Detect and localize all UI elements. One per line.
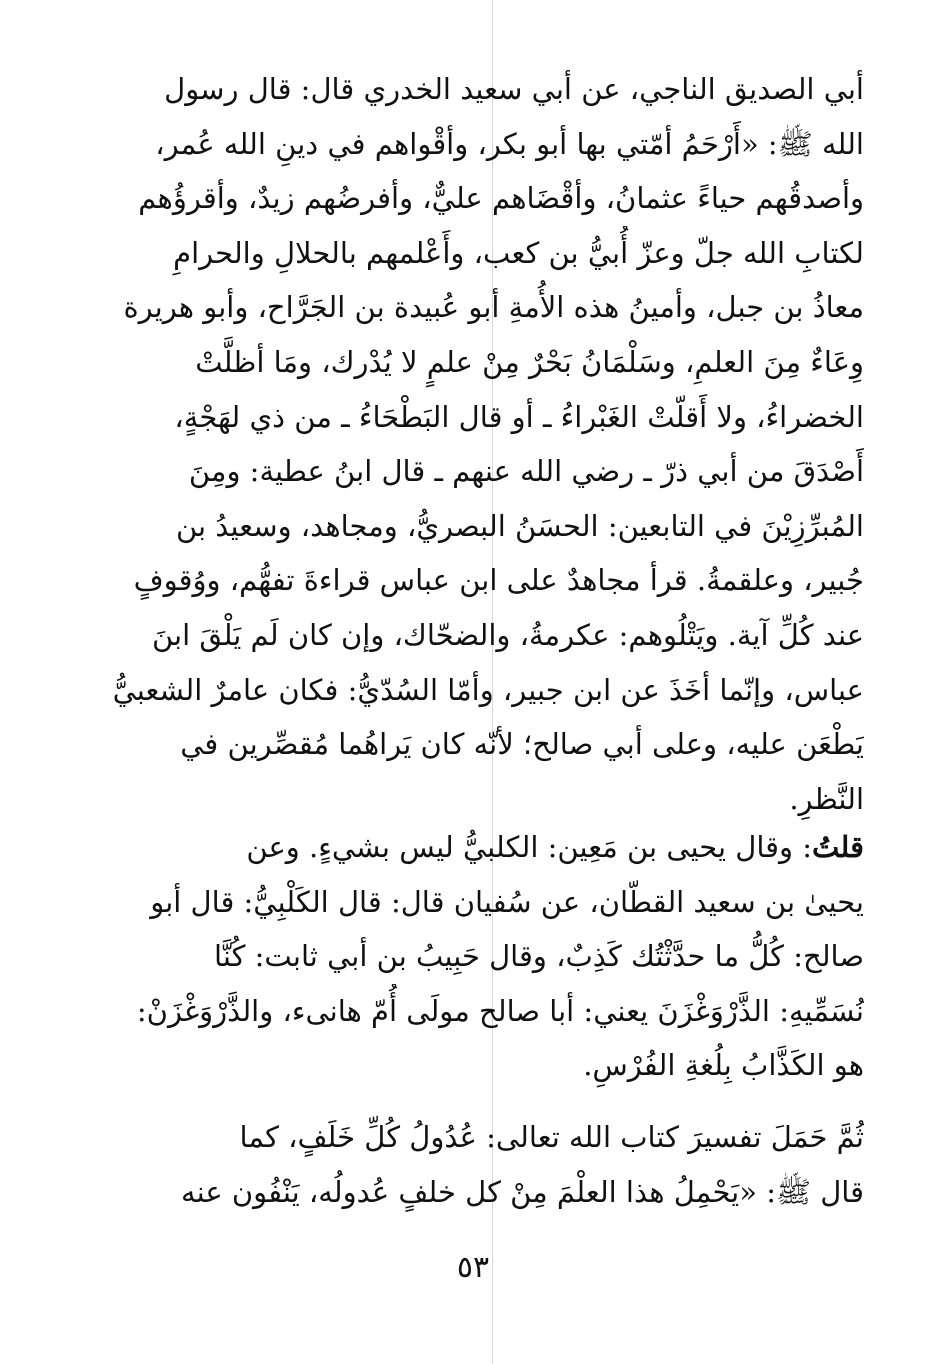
text-line: يَطْعَن عليه، وعلى أبي صالح؛ لأنّه كان يَراهُما مُقصِّرين في: [180, 727, 864, 762]
text-line: عباس، وإنّما أخَذَ عن ابن جبير، وأمّا السُدّيُّ: فكان عامرٌ الشعبيُّ: [112, 672, 864, 707]
text-line: معاذُ بن جبل، وأمينُ هذه الأُمةِ أبو عُبيدة بن الجَرَّاح، وأبو هريرة: [123, 290, 864, 325]
text-line: لكتابِ الله جلّ وعزّ أُبيُّ بن كعب، وأَعْلمهم بالحلالِ والحرامِ: [173, 235, 864, 270]
paragraph-2: [82, 820, 864, 1093]
paragraph-3: [82, 1110, 864, 1219]
lead-word: قلتُ: [812, 830, 864, 864]
text-line: صالح: كُلُّ ما حدَّثْتُك كَذِبٌ، وقال حَبِيبُ بن أبي ثابت: كُنَّا: [214, 939, 864, 974]
text-line: ثُمَّ حَمَلَ تفسيرَ كتاب الله تعالى: عُدُولُ كُلِّ خَلَفٍ، كما: [239, 1120, 864, 1154]
text-line: أَصْدَقَ من أبي ذرّ ـ رضي الله عنهم ـ قال ابنُ عطية: ومِنَ: [188, 454, 864, 489]
text-line: يحيىٰ بن سعيد القطّان، عن سُفيان قال: قال الكَلْبِيُّ: قال أبو: [150, 884, 864, 919]
text-line: وأصدقُهم حياءً عثمانُ، وأقْضَاهم عليٌّ، وأفرضُهم زيدٌ، وأقرؤُهم: [138, 181, 864, 216]
text-line: جُبير، وعلقمةُ. قرأ مجاهدٌ على ابن عباس قراءةَ تفهُّم، ووُقوفٍ: [133, 563, 864, 598]
text-line: أبي الصديق الناجي، عن أبي سعيد الخدري قال: قال رسول: [164, 72, 864, 106]
text-line: وِعَاءٌ مِنَ العلمِ، وسَلْمَانُ بَحْرٌ مِنْ علمٍ لا يُدْرك، ومَا أظلَّتْ: [195, 344, 864, 379]
text-line-with-lead: [82, 820, 864, 875]
paragraph-1: [82, 62, 864, 826]
text-line: المُبرِّزِيْنَ في التابعين: الحسَنُ البصريُّ، ومجاهد، وسعيدُ بن: [175, 508, 864, 543]
text-line: هو الكَذَّابُ بِلُغةِ الفُرْسِ.: [583, 1048, 864, 1083]
text-line: الخضراءُ، ولا أَقلّتْ الغَبْراءُ ـ أو قال البَطْحَاءُ ـ من ذي لهَجْةٍ،: [174, 399, 864, 434]
text-line: عند كُلِّ آية. ويَتْلُوهم: عكرمةُ، والضحّاك، وإن كان لَم يَلْقَ ابنَ: [151, 617, 864, 652]
text-line: قال ﷺ: «يَحْمِلُ هذا العلْمَ مِنْ كل خلفٍ عُدولُه، يَنْفُون عنه: [181, 1174, 864, 1209]
text-line: نُسَمِّيهِ: الذَّرْوَغْزَنَ يعني: أبا صالح مولَى أُمّ هانىء، والذَّرْوَغْزَنْ:: [136, 993, 864, 1028]
text-line: الله ﷺ: «أَرْحَمُ أمّتي بها أبو بكر، وأقْواهم في دينِ الله عُمر،: [155, 126, 864, 161]
text-line: النَّظرِ.: [789, 781, 864, 816]
page-number: ٥٣: [456, 1250, 490, 1285]
first-line-rest: : وقال يحيى بن مَعِين: الكلبيُّ ليس بشيءٍ. وعن: [246, 830, 813, 864]
